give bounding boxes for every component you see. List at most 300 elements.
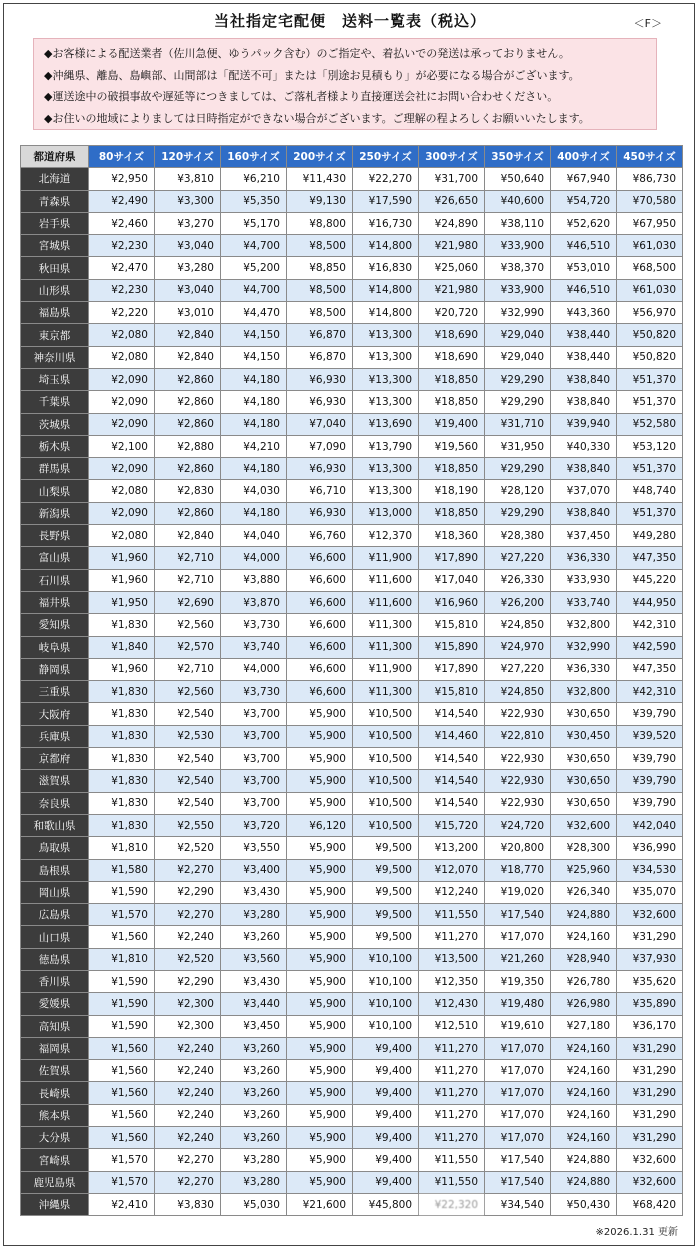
table-row bbox=[21, 346, 683, 368]
table-row bbox=[21, 614, 683, 636]
price-cell: ¥2,880 bbox=[155, 435, 221, 457]
price-cell: ¥38,840 bbox=[551, 502, 617, 524]
price-cell: ¥1,570 bbox=[89, 1171, 155, 1193]
price-cell: ¥5,900 bbox=[287, 1060, 353, 1082]
price-cell: ¥6,870 bbox=[287, 324, 353, 346]
price-cell: ¥37,070 bbox=[551, 480, 617, 502]
price-cell: ¥14,800 bbox=[353, 279, 419, 301]
price-cell: ¥13,000 bbox=[353, 502, 419, 524]
column-header-size: 400サイズ bbox=[551, 146, 617, 168]
price-cell: ¥30,650 bbox=[551, 703, 617, 725]
price-cell: ¥10,500 bbox=[353, 703, 419, 725]
table-row bbox=[21, 1037, 683, 1059]
price-cell: ¥39,520 bbox=[617, 725, 683, 747]
price-cell: ¥27,180 bbox=[551, 1015, 617, 1037]
price-cell: ¥9,400 bbox=[353, 1149, 419, 1171]
prefecture-cell: 広島県 bbox=[21, 904, 89, 926]
price-cell: ¥51,370 bbox=[617, 458, 683, 480]
prefecture-cell: 香川県 bbox=[21, 970, 89, 992]
price-cell: ¥21,980 bbox=[419, 235, 485, 257]
price-cell: ¥17,890 bbox=[419, 658, 485, 680]
table-row bbox=[21, 235, 683, 257]
price-cell: ¥9,400 bbox=[353, 1037, 419, 1059]
price-cell: ¥70,580 bbox=[617, 190, 683, 212]
table-row bbox=[21, 168, 683, 190]
prefecture-cell: 東京都 bbox=[21, 324, 89, 346]
price-cell: ¥3,700 bbox=[221, 703, 287, 725]
price-cell: ¥53,120 bbox=[617, 435, 683, 457]
table-row bbox=[21, 257, 683, 279]
price-cell: ¥34,530 bbox=[617, 859, 683, 881]
prefecture-cell: 山梨県 bbox=[21, 480, 89, 502]
price-cell: ¥33,900 bbox=[485, 279, 551, 301]
price-cell: ¥40,600 bbox=[485, 190, 551, 212]
table-body bbox=[21, 168, 683, 1216]
price-cell: ¥6,930 bbox=[287, 502, 353, 524]
price-cell: ¥26,780 bbox=[551, 970, 617, 992]
price-cell: ¥42,590 bbox=[617, 636, 683, 658]
price-cell: ¥14,540 bbox=[419, 792, 485, 814]
price-cell: ¥2,860 bbox=[155, 413, 221, 435]
notice-box bbox=[33, 38, 657, 130]
price-cell: ¥18,850 bbox=[419, 368, 485, 390]
prefecture-cell: 大阪府 bbox=[21, 703, 89, 725]
price-cell: ¥2,570 bbox=[155, 636, 221, 658]
price-cell: ¥50,820 bbox=[617, 346, 683, 368]
prefecture-cell: 山形県 bbox=[21, 279, 89, 301]
price-cell: ¥33,930 bbox=[551, 569, 617, 591]
price-cell: ¥5,900 bbox=[287, 970, 353, 992]
price-cell: ¥11,900 bbox=[353, 658, 419, 680]
price-cell: ¥36,330 bbox=[551, 658, 617, 680]
price-cell: ¥2,080 bbox=[89, 525, 155, 547]
price-cell: ¥2,100 bbox=[89, 435, 155, 457]
price-cell: ¥3,270 bbox=[155, 212, 221, 234]
price-cell: ¥9,500 bbox=[353, 881, 419, 903]
column-header-prefecture: 都道府県 bbox=[21, 146, 89, 168]
price-cell: ¥2,270 bbox=[155, 904, 221, 926]
price-cell: ¥2,520 bbox=[155, 837, 221, 859]
table-row bbox=[21, 748, 683, 770]
price-cell: ¥68,500 bbox=[617, 257, 683, 279]
table-row bbox=[21, 279, 683, 301]
price-cell: ¥18,690 bbox=[419, 346, 485, 368]
price-cell: ¥29,290 bbox=[485, 391, 551, 413]
price-cell: ¥3,810 bbox=[155, 168, 221, 190]
price-cell: ¥3,730 bbox=[221, 614, 287, 636]
price-cell: ¥22,930 bbox=[485, 703, 551, 725]
price-cell: ¥4,150 bbox=[221, 346, 287, 368]
price-cell: ¥37,450 bbox=[551, 525, 617, 547]
price-cell: ¥4,180 bbox=[221, 413, 287, 435]
prefecture-cell: 富山県 bbox=[21, 547, 89, 569]
price-cell: ¥12,430 bbox=[419, 993, 485, 1015]
price-cell: ¥4,040 bbox=[221, 525, 287, 547]
price-cell: ¥18,770 bbox=[485, 859, 551, 881]
price-cell: ¥2,240 bbox=[155, 1104, 221, 1126]
price-cell: ¥26,340 bbox=[551, 881, 617, 903]
price-cell: ¥6,600 bbox=[287, 658, 353, 680]
price-cell: ¥47,350 bbox=[617, 658, 683, 680]
price-cell: ¥1,590 bbox=[89, 993, 155, 1015]
price-cell: ¥26,980 bbox=[551, 993, 617, 1015]
price-cell: ¥4,180 bbox=[221, 391, 287, 413]
price-cell: ¥39,790 bbox=[617, 792, 683, 814]
price-cell: ¥2,860 bbox=[155, 458, 221, 480]
prefecture-cell: 石川県 bbox=[21, 569, 89, 591]
price-cell: ¥1,560 bbox=[89, 1127, 155, 1149]
price-cell: ¥29,290 bbox=[485, 502, 551, 524]
shipping-rate-table bbox=[20, 145, 683, 1216]
price-cell: ¥1,590 bbox=[89, 881, 155, 903]
column-header-size: 200サイズ bbox=[287, 146, 353, 168]
price-cell: ¥6,930 bbox=[287, 391, 353, 413]
price-cell: ¥2,080 bbox=[89, 480, 155, 502]
price-cell: ¥11,270 bbox=[419, 1127, 485, 1149]
price-cell: ¥29,290 bbox=[485, 458, 551, 480]
price-cell: ¥12,370 bbox=[353, 525, 419, 547]
table-row bbox=[21, 569, 683, 591]
prefecture-cell: 鹿児島県 bbox=[21, 1171, 89, 1193]
prefecture-cell: 千葉県 bbox=[21, 391, 89, 413]
price-cell: ¥42,310 bbox=[617, 614, 683, 636]
price-cell: ¥11,270 bbox=[419, 1104, 485, 1126]
price-cell: ¥46,510 bbox=[551, 279, 617, 301]
price-cell: ¥3,280 bbox=[155, 257, 221, 279]
price-cell: ¥24,160 bbox=[551, 926, 617, 948]
prefecture-cell: 神奈川県 bbox=[21, 346, 89, 368]
price-cell: ¥11,550 bbox=[419, 1149, 485, 1171]
price-cell: ¥19,610 bbox=[485, 1015, 551, 1037]
notice-line: ◆運送途中の破損事故や遅延等につきましては、ご落札者様より直接運送会社にお問い合わせください。 bbox=[44, 90, 559, 103]
price-cell: ¥2,090 bbox=[89, 391, 155, 413]
table-row bbox=[21, 904, 683, 926]
price-cell: ¥4,150 bbox=[221, 324, 287, 346]
prefecture-cell: 新潟県 bbox=[21, 502, 89, 524]
price-cell: ¥5,900 bbox=[287, 1082, 353, 1104]
price-cell: ¥3,440 bbox=[221, 993, 287, 1015]
price-cell: ¥20,720 bbox=[419, 302, 485, 324]
price-cell: ¥2,560 bbox=[155, 681, 221, 703]
price-cell: ¥3,260 bbox=[221, 1037, 287, 1059]
price-cell: ¥13,300 bbox=[353, 324, 419, 346]
price-cell: ¥11,270 bbox=[419, 1060, 485, 1082]
price-cell: ¥5,170 bbox=[221, 212, 287, 234]
price-cell: ¥5,900 bbox=[287, 926, 353, 948]
price-cell: ¥27,220 bbox=[485, 547, 551, 569]
price-cell: ¥11,600 bbox=[353, 569, 419, 591]
price-cell: ¥2,410 bbox=[89, 1193, 155, 1215]
price-cell: ¥5,900 bbox=[287, 1149, 353, 1171]
price-cell: ¥2,230 bbox=[89, 279, 155, 301]
price-cell: ¥9,400 bbox=[353, 1082, 419, 1104]
price-cell: ¥4,030 bbox=[221, 480, 287, 502]
price-cell: ¥2,860 bbox=[155, 368, 221, 390]
price-cell: ¥32,600 bbox=[617, 1149, 683, 1171]
table-row bbox=[21, 859, 683, 881]
price-cell: ¥18,690 bbox=[419, 324, 485, 346]
price-cell: ¥30,650 bbox=[551, 748, 617, 770]
table-row bbox=[21, 324, 683, 346]
price-cell: ¥3,700 bbox=[221, 792, 287, 814]
price-cell: ¥32,800 bbox=[551, 614, 617, 636]
price-cell: ¥3,040 bbox=[155, 235, 221, 257]
price-cell: ¥4,210 bbox=[221, 435, 287, 457]
price-cell: ¥2,090 bbox=[89, 368, 155, 390]
price-cell: ¥9,400 bbox=[353, 1171, 419, 1193]
price-cell: ¥13,300 bbox=[353, 346, 419, 368]
price-cell: ¥1,960 bbox=[89, 547, 155, 569]
prefecture-cell: 熊本県 bbox=[21, 1104, 89, 1126]
price-cell: ¥5,900 bbox=[287, 792, 353, 814]
price-cell: ¥3,450 bbox=[221, 1015, 287, 1037]
price-cell: ¥1,830 bbox=[89, 814, 155, 836]
price-cell: ¥49,280 bbox=[617, 525, 683, 547]
price-cell: ¥3,700 bbox=[221, 748, 287, 770]
table-row bbox=[21, 725, 683, 747]
price-cell: ¥61,030 bbox=[617, 235, 683, 257]
table-row bbox=[21, 302, 683, 324]
price-cell: ¥7,090 bbox=[287, 435, 353, 457]
price-cell: ¥22,810 bbox=[485, 725, 551, 747]
table-row bbox=[21, 658, 683, 680]
table-row bbox=[21, 525, 683, 547]
price-cell: ¥8,800 bbox=[287, 212, 353, 234]
price-cell: ¥1,580 bbox=[89, 859, 155, 881]
price-cell: ¥34,540 bbox=[485, 1193, 551, 1215]
price-cell: ¥9,130 bbox=[287, 190, 353, 212]
price-cell: ¥31,290 bbox=[617, 1060, 683, 1082]
price-cell: ¥26,200 bbox=[485, 591, 551, 613]
price-cell: ¥1,560 bbox=[89, 1037, 155, 1059]
price-cell: ¥2,230 bbox=[89, 235, 155, 257]
price-cell: ¥1,830 bbox=[89, 725, 155, 747]
price-cell: ¥24,160 bbox=[551, 1104, 617, 1126]
price-cell: ¥3,260 bbox=[221, 926, 287, 948]
prefecture-cell: 和歌山県 bbox=[21, 814, 89, 836]
price-cell: ¥11,430 bbox=[287, 168, 353, 190]
price-cell: ¥17,540 bbox=[485, 1149, 551, 1171]
price-cell: ¥24,880 bbox=[551, 1149, 617, 1171]
price-cell: ¥30,450 bbox=[551, 725, 617, 747]
price-cell: ¥17,540 bbox=[485, 904, 551, 926]
price-cell: ¥3,720 bbox=[221, 814, 287, 836]
price-cell: ¥2,240 bbox=[155, 1060, 221, 1082]
prefecture-cell: 群馬県 bbox=[21, 458, 89, 480]
prefecture-cell: 島根県 bbox=[21, 859, 89, 881]
price-cell: ¥11,270 bbox=[419, 926, 485, 948]
price-cell: ¥31,290 bbox=[617, 1037, 683, 1059]
table-row bbox=[21, 368, 683, 390]
price-cell: ¥1,570 bbox=[89, 904, 155, 926]
price-cell: ¥8,500 bbox=[287, 279, 353, 301]
price-cell: ¥4,000 bbox=[221, 547, 287, 569]
price-cell: ¥2,690 bbox=[155, 591, 221, 613]
price-cell: ¥11,300 bbox=[353, 614, 419, 636]
price-cell: ¥54,720 bbox=[551, 190, 617, 212]
price-cell: ¥2,290 bbox=[155, 881, 221, 903]
price-cell: ¥2,080 bbox=[89, 324, 155, 346]
price-cell: ¥36,990 bbox=[617, 837, 683, 859]
price-cell: ¥19,350 bbox=[485, 970, 551, 992]
price-cell: ¥1,960 bbox=[89, 569, 155, 591]
price-cell: ¥24,850 bbox=[485, 614, 551, 636]
price-cell: ¥2,270 bbox=[155, 1171, 221, 1193]
price-cell: ¥51,370 bbox=[617, 502, 683, 524]
price-cell: ¥5,900 bbox=[287, 725, 353, 747]
price-cell: ¥28,120 bbox=[485, 480, 551, 502]
price-cell: ¥2,550 bbox=[155, 814, 221, 836]
price-cell: ¥45,800 bbox=[353, 1193, 419, 1215]
price-cell: ¥2,710 bbox=[155, 547, 221, 569]
price-cell: ¥1,560 bbox=[89, 1104, 155, 1126]
price-cell: ¥3,280 bbox=[221, 1171, 287, 1193]
prefecture-cell: 栃木県 bbox=[21, 435, 89, 457]
price-cell: ¥50,640 bbox=[485, 168, 551, 190]
price-cell: ¥3,260 bbox=[221, 1060, 287, 1082]
price-cell: ¥6,600 bbox=[287, 681, 353, 703]
price-cell: ¥4,700 bbox=[221, 235, 287, 257]
price-cell: ¥21,600 bbox=[287, 1193, 353, 1215]
price-cell: ¥6,930 bbox=[287, 368, 353, 390]
price-cell: ¥2,860 bbox=[155, 391, 221, 413]
price-cell: ¥24,880 bbox=[551, 904, 617, 926]
price-cell: ¥11,270 bbox=[419, 1082, 485, 1104]
price-cell: ¥29,040 bbox=[485, 346, 551, 368]
price-cell: ¥5,900 bbox=[287, 859, 353, 881]
price-cell: ¥1,830 bbox=[89, 792, 155, 814]
price-cell: ¥5,900 bbox=[287, 703, 353, 725]
prefecture-cell: 秋田県 bbox=[21, 257, 89, 279]
price-cell: ¥3,430 bbox=[221, 970, 287, 992]
prefecture-cell: 奈良県 bbox=[21, 792, 89, 814]
price-cell: ¥16,730 bbox=[353, 212, 419, 234]
price-cell: ¥11,300 bbox=[353, 636, 419, 658]
price-cell: ¥10,100 bbox=[353, 948, 419, 970]
price-cell: ¥16,960 bbox=[419, 591, 485, 613]
price-cell: ¥3,260 bbox=[221, 1082, 287, 1104]
price-cell: ¥3,740 bbox=[221, 636, 287, 658]
price-cell: ¥43,360 bbox=[551, 302, 617, 324]
price-cell: ¥14,800 bbox=[353, 235, 419, 257]
prefecture-cell: 静岡県 bbox=[21, 658, 89, 680]
column-header-size: 450サイズ bbox=[617, 146, 683, 168]
price-cell: ¥40,330 bbox=[551, 435, 617, 457]
price-cell: ¥17,540 bbox=[485, 1171, 551, 1193]
price-cell: ¥68,420 bbox=[617, 1193, 683, 1215]
price-cell: ¥10,100 bbox=[353, 1015, 419, 1037]
price-cell: ¥46,510 bbox=[551, 235, 617, 257]
price-cell: ¥17,070 bbox=[485, 1060, 551, 1082]
price-cell: ¥3,280 bbox=[221, 1149, 287, 1171]
price-cell: ¥17,590 bbox=[353, 190, 419, 212]
table-row bbox=[21, 703, 683, 725]
table-row bbox=[21, 948, 683, 970]
prefecture-cell: 京都府 bbox=[21, 748, 89, 770]
price-cell: ¥11,900 bbox=[353, 547, 419, 569]
price-cell: ¥67,940 bbox=[551, 168, 617, 190]
prefecture-cell: 埼玉県 bbox=[21, 368, 89, 390]
table-row bbox=[21, 837, 683, 859]
price-cell: ¥5,900 bbox=[287, 770, 353, 792]
price-cell: ¥14,540 bbox=[419, 770, 485, 792]
price-cell: ¥32,990 bbox=[551, 636, 617, 658]
price-cell: ¥15,720 bbox=[419, 814, 485, 836]
price-cell: ¥2,090 bbox=[89, 458, 155, 480]
price-cell: ¥2,220 bbox=[89, 302, 155, 324]
price-cell: ¥1,960 bbox=[89, 658, 155, 680]
price-cell: ¥2,470 bbox=[89, 257, 155, 279]
price-cell: ¥38,110 bbox=[485, 212, 551, 234]
price-cell: ¥6,600 bbox=[287, 547, 353, 569]
price-cell: ¥4,700 bbox=[221, 279, 287, 301]
prefecture-cell: 岐阜県 bbox=[21, 636, 89, 658]
price-cell: ¥2,520 bbox=[155, 948, 221, 970]
price-cell: ¥14,540 bbox=[419, 703, 485, 725]
price-cell: ¥5,900 bbox=[287, 904, 353, 926]
table-row bbox=[21, 636, 683, 658]
notice-line: ◆沖縄県、離島、島嶼部、山間部は「配送不可」または「別途お見積もり」が必要になる場合がございます。 bbox=[44, 68, 580, 82]
prefecture-cell: 青森県 bbox=[21, 190, 89, 212]
price-cell: ¥5,900 bbox=[287, 748, 353, 770]
price-cell: ¥10,500 bbox=[353, 725, 419, 747]
price-cell: ¥1,830 bbox=[89, 770, 155, 792]
price-cell: ¥26,650 bbox=[419, 190, 485, 212]
prefecture-cell: 岡山県 bbox=[21, 881, 89, 903]
price-cell: ¥10,500 bbox=[353, 792, 419, 814]
table-row bbox=[21, 681, 683, 703]
price-cell: ¥31,290 bbox=[617, 926, 683, 948]
prefecture-cell: 茨城県 bbox=[21, 413, 89, 435]
price-cell: ¥1,560 bbox=[89, 1082, 155, 1104]
price-cell: ¥19,480 bbox=[485, 993, 551, 1015]
prefecture-cell: 福島県 bbox=[21, 302, 89, 324]
price-cell: ¥3,430 bbox=[221, 881, 287, 903]
notice-line: ◆お住いの地域によりましては日時指定ができない場合がございます。ご理解の程よろしくお願いいたします。 bbox=[44, 111, 590, 125]
column-header-size: 160サイズ bbox=[221, 146, 287, 168]
price-cell: ¥28,940 bbox=[551, 948, 617, 970]
price-cell: ¥18,190 bbox=[419, 480, 485, 502]
price-cell: ¥30,650 bbox=[551, 792, 617, 814]
price-cell: ¥14,460 bbox=[419, 725, 485, 747]
price-cell: ¥4,180 bbox=[221, 458, 287, 480]
price-cell: ¥21,260 bbox=[485, 948, 551, 970]
column-header-size: 350サイズ bbox=[485, 146, 551, 168]
price-cell: ¥3,560 bbox=[221, 948, 287, 970]
price-cell: ¥24,160 bbox=[551, 1127, 617, 1149]
price-cell: ¥30,650 bbox=[551, 770, 617, 792]
table-row bbox=[21, 926, 683, 948]
price-cell: ¥45,220 bbox=[617, 569, 683, 591]
price-cell: ¥2,490 bbox=[89, 190, 155, 212]
price-cell: ¥13,300 bbox=[353, 391, 419, 413]
price-cell: ¥28,380 bbox=[485, 525, 551, 547]
price-cell: ¥38,370 bbox=[485, 257, 551, 279]
price-cell: ¥9,500 bbox=[353, 904, 419, 926]
table-row bbox=[21, 993, 683, 1015]
price-cell: ¥38,840 bbox=[551, 458, 617, 480]
prefecture-cell: 山口県 bbox=[21, 926, 89, 948]
price-cell: ¥11,550 bbox=[419, 1171, 485, 1193]
price-cell: ¥56,970 bbox=[617, 302, 683, 324]
price-cell: ¥3,260 bbox=[221, 1104, 287, 1126]
price-cell: ¥15,810 bbox=[419, 614, 485, 636]
price-cell: ¥13,300 bbox=[353, 368, 419, 390]
price-cell: ¥31,950 bbox=[485, 435, 551, 457]
price-cell: ¥18,360 bbox=[419, 525, 485, 547]
price-cell: ¥24,160 bbox=[551, 1060, 617, 1082]
price-cell: ¥10,100 bbox=[353, 970, 419, 992]
